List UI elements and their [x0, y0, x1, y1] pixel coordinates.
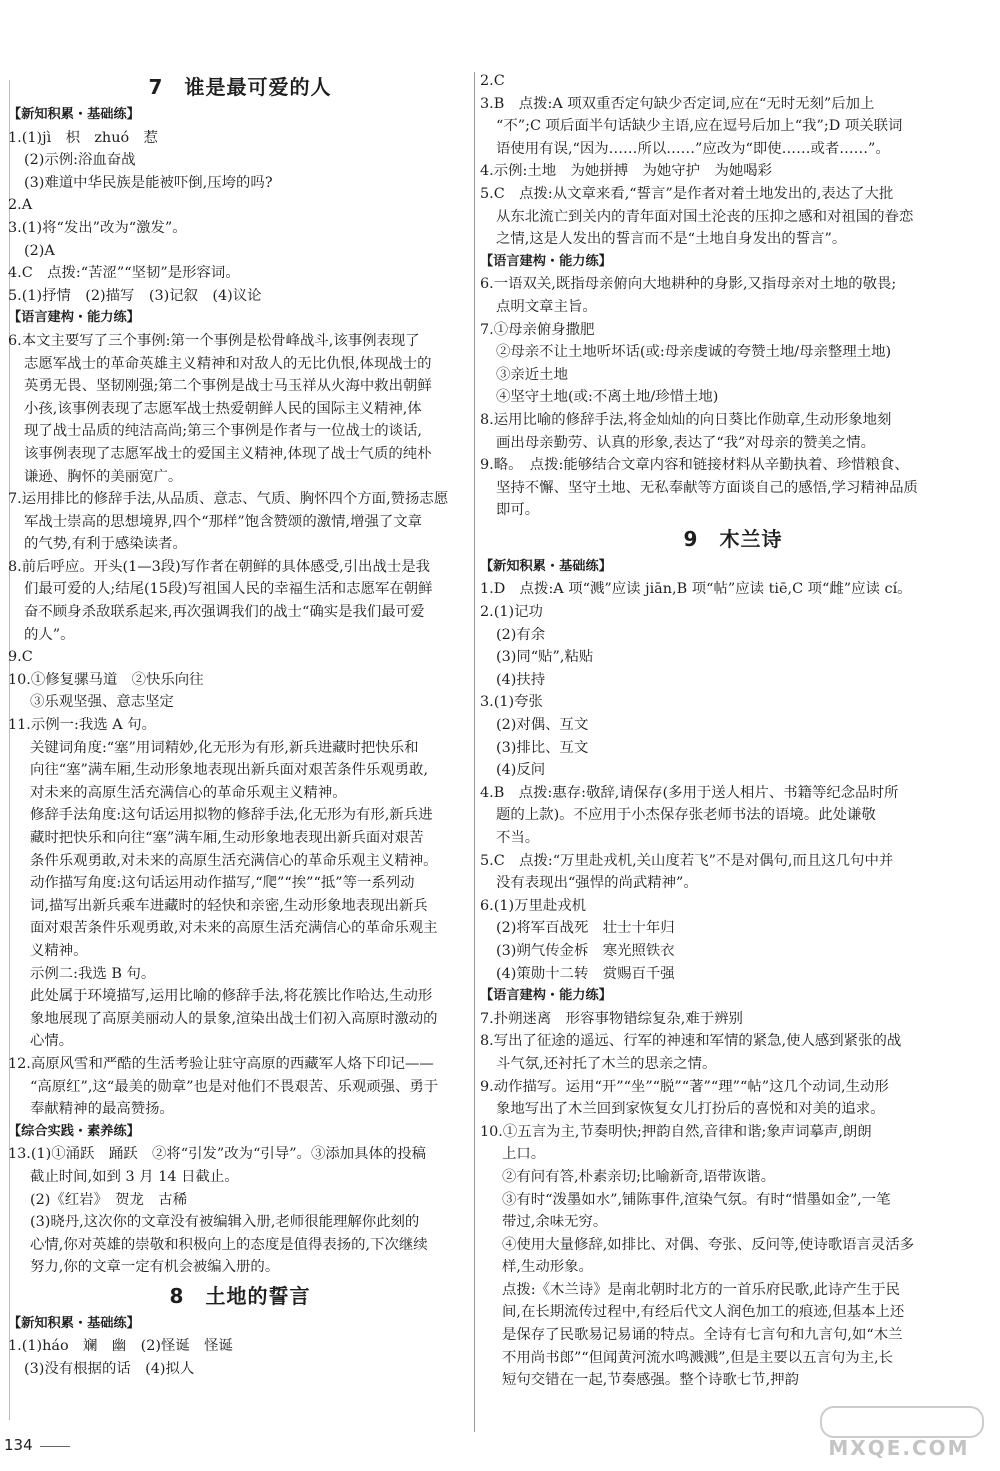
answer-line: (4)反问	[496, 762, 546, 779]
answer-line: 6.(1)万里赴戎机	[480, 897, 587, 914]
answer-line: (3)难道中华民族是能被吓倒,压垮的吗?	[24, 174, 273, 191]
answer-line: 现了战士品质的纯洁高尚;第三个事例是作者与一位战士的谈话,	[24, 423, 422, 440]
answer-line: 修辞手法角度:这句话运用拟物的修辞手法,化无形为有形,新兵进	[30, 807, 433, 824]
subsection-tag: 【语言建构・能力练】	[480, 253, 612, 269]
answer-line: ④坚守土地(或:不离土地/珍惜土地)	[496, 389, 719, 406]
answer-line: 坚持不懈、坚守土地、无私奉献等方面谈自己的感悟,学习精神品质	[496, 479, 918, 496]
watermark-badge-shape	[820, 1406, 984, 1438]
answer-line: 对未来的高原生活充满信心的革命乐观主义精神。	[30, 784, 347, 801]
answer-line: 4.B 点拨:惠存:敬辞,请保存(多用于送人相片、书籍等纪念品时所	[480, 784, 899, 801]
watermark-text: MXQE.COM	[828, 1436, 970, 1460]
answer-line: 藏时把快乐和向往“塞”满车厢,生动形象地表现出新兵面对艰苦	[30, 830, 424, 846]
answer-line: (2)将军百战死 壮士十年归	[496, 920, 675, 937]
answer-line: 象地写出了木兰回到家恢复女儿打扮后的喜悦和对美的追求。	[496, 1101, 885, 1118]
answer-line: 语使用有误,“因为……所以……”应改为“即使……或者……”。	[496, 140, 890, 157]
answer-line: (2)示例:浴血奋战	[24, 152, 136, 169]
answer-line: 点拨:《木兰诗》是南北朝时北方的一首乐府民歌,此诗产生于民	[502, 1281, 900, 1298]
answer-line: 带过,余味无穷。	[502, 1214, 608, 1231]
answer-line: 7.①母亲俯身撒肥	[480, 321, 595, 338]
answer-line: 此处属于环境描写,运用比喻的修辞手法,将花簇比作哈达,生动形	[30, 988, 433, 1005]
answer-line: 4.示例:土地 为她拼搏 为她守护 为她喝彩	[480, 163, 773, 180]
section-title-8: 8 土地的誓言	[169, 1283, 311, 1308]
answer-line: 12.高原风雪和严酷的生活考验让驻守高原的西藏军人烙下印记——	[8, 1055, 434, 1072]
footer-dash	[40, 1446, 70, 1447]
answer-line: 3.(1)将“发出”改为“激发”。	[8, 219, 187, 236]
answer-line: 画出母亲勤劳、认真的形象,表达了“我”对母亲的赞美之情。	[496, 434, 876, 451]
answer-line: 1.D 点拨:A 项“溅”应读 jiān,B 项“帖”应读 tiē,C 项“雌”应读 cí。	[480, 581, 912, 598]
answer-line: (3)同“贴”,粘贴	[496, 649, 594, 666]
subsection-tag: 【语言建构・能力练】	[8, 310, 140, 326]
answer-line: 10.①五言为主,节奏明快;押韵自然,音律和谐;象声词摹声,朗朗	[480, 1123, 872, 1140]
answer-line: 8.写出了征途的遥远、行军的神速和军情的紧急,使人感到紧张的战	[480, 1033, 902, 1050]
answer-line: 心情,你对英雄的崇敬和积极向上的态度是值得表扬的,下次继续	[30, 1236, 428, 1253]
answer-line: ③有时“泼墨如水”,铺陈事件,渲染气氛。有时“惜墨如金”,一笔	[502, 1191, 891, 1208]
answer-line: (3)朔气传金柝 寒光照铁衣	[496, 942, 675, 959]
answer-line: 斗气氛,还衬托了木兰的思亲之情。	[496, 1055, 717, 1072]
answer-line: 英勇无畏、坚韧刚强;第二个事例是战士马玉祥从火海中救出朝鲜	[24, 378, 432, 395]
answer-line: 2.(1)记功	[480, 604, 543, 621]
answer-line: (2)《红岩》 贺龙 古稀	[30, 1191, 188, 1208]
subsection-tag: 【综合实践・素养练】	[8, 1123, 140, 1139]
answer-line: (3)没有根据的话 (4)拟人	[24, 1361, 195, 1378]
answer-line: 词,描写出新兵乘车进藏时的轻快和亲密,生动形象地表现出新兵	[30, 897, 428, 914]
subsection-tag: 【新知积累・基础练】	[480, 558, 612, 574]
answer-line: 1.(1)háo 斓 幽 (2)怪诞 怪诞	[8, 1338, 233, 1355]
answer-line: 上口。	[502, 1146, 546, 1163]
answer-line: 3.B 点拨:A 项双重否定句缺少否定词,应在“无时无刻”后加上	[480, 95, 875, 112]
answer-line: ③乐观坚强、意志坚定	[30, 694, 174, 711]
answer-line: 奋不顾身杀敌联系起来,再次强调我们的战士“确实是我们最可爱	[24, 604, 425, 621]
answer-line: 从东北流亡到关内的青年面对国土沦丧的压抑之感和对祖国的眷恋	[496, 208, 914, 225]
answer-line: 5.C 点拨:“万里赴戎机,关山度若飞”不是对偶句,而且这几句中并	[480, 852, 894, 869]
answer-line: 心情。	[30, 1033, 74, 1050]
answer-line: (3)晓丹,这次你的文章没有被编辑入册,老师很能理解你此刻的	[30, 1214, 420, 1231]
answer-line: (3)排比、互文	[496, 739, 589, 756]
answer-line: 的人”。	[24, 626, 75, 643]
answer-line: 间,在长期流传过程中,有经后代文人润色加工的痕迹,但基本上还	[502, 1304, 905, 1321]
answer-line: 3.(1)夸张	[480, 694, 543, 711]
answer-line: 13.(1)①涌跃 踊跃 ②将“引发”改为“引导”。③添加具体的投稿	[8, 1146, 427, 1163]
answer-line: 象地展现了高原美丽动人的景象,渲染出战士们初入高原时激动的	[30, 1010, 438, 1027]
answer-line: 面对艰苦条件乐观勇敢,对未来的高原生活充满信心的革命乐观主	[30, 920, 438, 937]
answer-line: 6.本文主要写了三个事例:第一个事例是松骨峰战斗,该事例表现了	[8, 332, 420, 349]
answer-line: 8.运用比喻的修辞手法,将金灿灿的向日葵比作勋章,生动形象地刻	[480, 411, 892, 428]
answer-line: 们最可爱的人;结尾(15段)写祖国人民的幸福生活和志愿军在朝鲜	[24, 581, 433, 598]
answer-line: “高原红”,这“最美的勋章”也是对他们不畏艰苦、乐观顽强、勇于	[30, 1078, 439, 1095]
answer-line: 样,生动形象。	[502, 1259, 593, 1276]
answer-line: “不”;C 项后面半句话缺少主语,应在逗号后加上“我”;D 项关联词	[496, 118, 903, 135]
page-number: 134	[4, 1436, 33, 1454]
answer-line: 的气势,有利于感染读者。	[24, 536, 187, 553]
answer-line: 4.C 点拨:“苦涩”“坚韧”是形容词。	[8, 265, 240, 282]
subsection-tag: 【新知积累・基础练】	[8, 107, 140, 122]
subsection-tag: 【新知积累・基础练】	[8, 1315, 140, 1331]
answer-line: (4)策勋十二转 赏赐百千强	[496, 965, 675, 982]
answer-line: 志愿军战士的革命英雄主义精神和对敌人的无比仇恨,体现战士的	[24, 355, 432, 372]
answer-line: 动作描写角度:这句话运用动作描写,“爬”“挨”“抵”等一系列动	[30, 875, 415, 892]
answer-line: 没有表现出“强悍的尚武精神”。	[496, 875, 698, 892]
answer-line: (4)扶持	[496, 671, 546, 688]
answer-line: 努力,你的文章一定有机会被编入册的。	[30, 1259, 280, 1276]
section-title-9: 9 木兰诗	[683, 526, 783, 551]
answer-line: 7.运用排比的修辞手法,从品质、意志、气质、胸怀四个方面,赞扬志愿	[8, 491, 449, 508]
right-column	[480, 70, 986, 1392]
answer-line: 2.C	[480, 73, 505, 89]
answer-line: 9.略。 点拨:能够结合文章内容和链接材料从辛勤执着、珍惜粮食、	[480, 457, 909, 474]
answer-line: ④使用大量修辞,如排比、对偶、夸张、反问等,使诗歌语言灵活多	[502, 1236, 915, 1253]
answer-line: 7.扑朔迷离 形容事物错综复杂,难于辨别	[480, 1010, 743, 1027]
answer-line: 该事例表现了志愿军战士的爱国主义精神,体现了战士气质的纯朴	[24, 445, 432, 462]
answer-line: 10.①修复骡马道 ②快乐向往	[8, 671, 204, 688]
answer-line: (2)有余	[496, 626, 546, 643]
answer-line: 5.C 点拨:从文章来看,“誓言”是作者对着土地发出的,表达了大批	[480, 185, 894, 202]
answer-line: 向往“塞”满车厢,生动形象地表现出新兵面对艰苦条件乐观勇敢,	[30, 762, 429, 779]
answer-line: (2)A	[24, 242, 55, 259]
answer-line: ②母亲不让土地听坏话(或:母亲虔诚的夸赞土地/母亲整理土地)	[496, 344, 892, 361]
answer-line: 点明文章主旨。	[496, 298, 597, 315]
subsection-tag: 【语言建构・能力练】	[480, 988, 612, 1004]
watermark-logo	[814, 1404, 984, 1460]
answer-line: 是保存了民歌易记易诵的特点。全诗有七言句和九言句,如“木兰	[502, 1327, 903, 1344]
answer-line: 1.(1)jì 枳 zhuó 惹	[8, 129, 158, 146]
column-divider	[474, 72, 475, 1432]
answer-line: 9.动作描写。运用“开”“坐”“脱”“著”“理”“帖”这几个动词,生动形	[480, 1078, 889, 1095]
answer-line: (2)对偶、互文	[496, 717, 589, 734]
answer-line: 即可。	[496, 502, 540, 519]
answer-line: 奉献精神的最高赞扬。	[30, 1101, 174, 1118]
answer-line: 不当。	[496, 830, 540, 846]
answer-line: 截止时间,如到 3 月 14 日截止。	[30, 1168, 239, 1185]
answer-line: ②有问有答,朴素亲切;比喻新奇,语带诙谐。	[502, 1168, 776, 1185]
answer-line: 题的上款)。不应用于小杰保存张老师书法的语境。此处谦敬	[496, 807, 876, 824]
answer-line: ③亲近土地	[496, 366, 568, 383]
answer-line: 2.A	[8, 197, 33, 214]
answer-line: 5.(1)抒情 (2)描写 (3)记叙 (4)议论	[8, 287, 262, 304]
answer-line: 谦逊、胸怀的美丽宽广。	[24, 468, 183, 485]
section-title-7: 7 谁是最可爱的人	[148, 75, 332, 99]
answer-line: 8.前后呼应。开头(1—3段)写作者在朝鲜的具体感受,引出战士是我	[8, 558, 431, 575]
answer-line: 义精神。	[30, 942, 88, 959]
answer-line: 9.C	[8, 649, 33, 666]
answer-line: 短句交错在一起,节奏感强。整个诗歌七节,押韵	[502, 1372, 799, 1389]
answer-line: 之情,这是人发出的誓言而不是“土地自身发出的誓言”。	[496, 231, 847, 248]
answer-line: 条件乐观勇敢,对未来的高原生活充满信心的革命乐观主义精神。	[30, 852, 438, 869]
answer-line: 6.一语双关,既指母亲俯向大地耕种的身影,又指母亲对土地的敬畏;	[480, 276, 897, 293]
left-column	[8, 70, 472, 1381]
answer-line: 军战士崇高的思想境界,四个“那样”饱含赞颂的激情,增强了文章	[24, 513, 423, 530]
answer-line: 11.示例一:我选 A 句。	[8, 717, 157, 734]
answer-line: 关键词角度:“塞”用词精妙,化无形为有形,新兵进藏时把快乐和	[30, 739, 419, 756]
answer-line: 示例二:我选 B 句。	[30, 965, 156, 982]
answer-line: 小孩,该事例表现了志愿军战士热爱朝鲜人民的国际主义精神,体	[24, 400, 422, 417]
answer-line: 不用尚书郎”“但闻黄河流水鸣溅溅”,但是主要以五言句为主,长	[502, 1349, 893, 1366]
